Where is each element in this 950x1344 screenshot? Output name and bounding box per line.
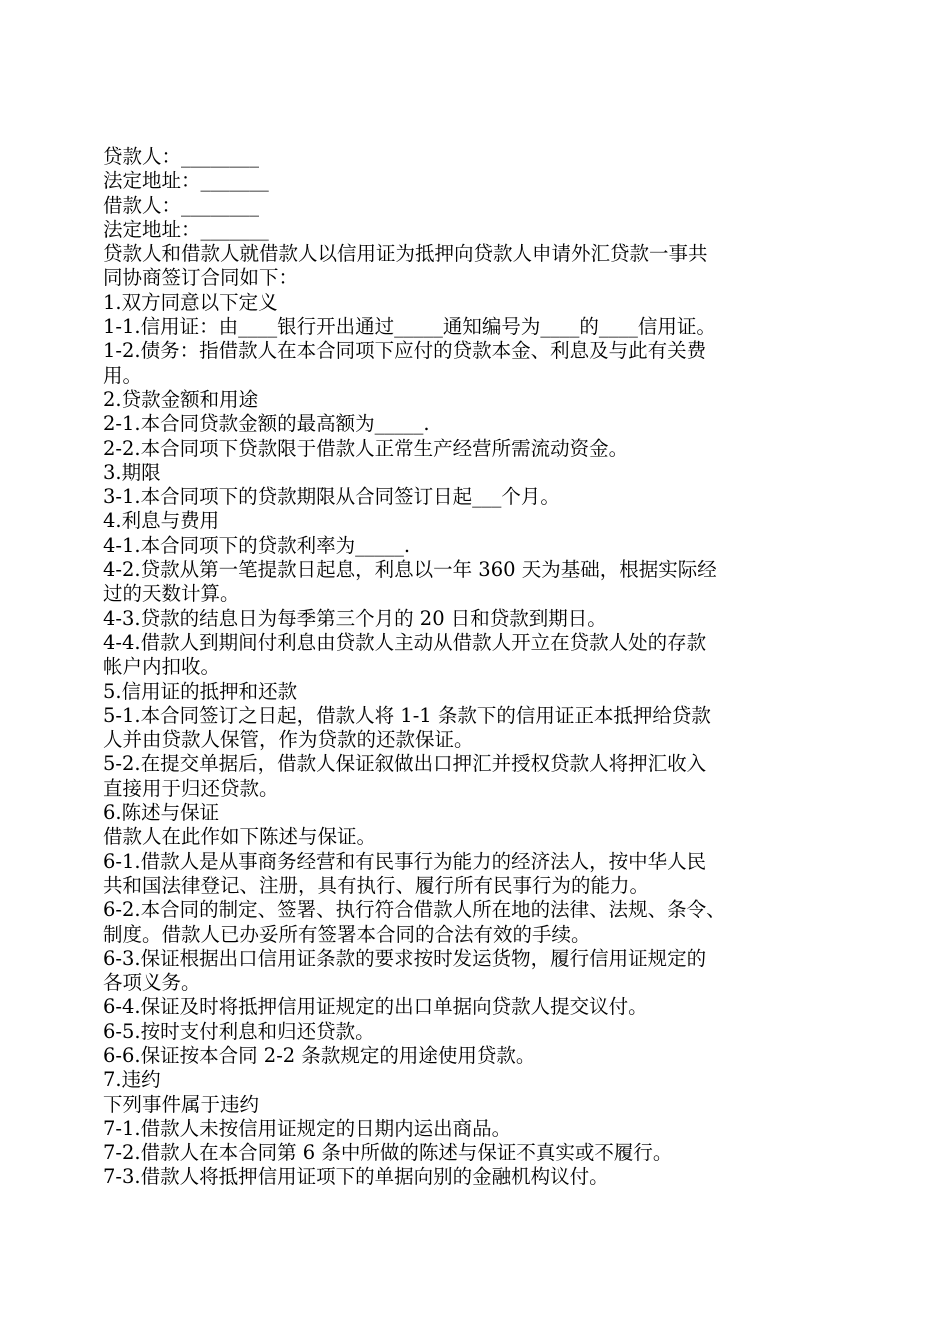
section-6-intro: 借款人在此作如下陈述与保证。 xyxy=(103,825,377,849)
section-heading-2: 2.贷款金额和用途 xyxy=(103,387,259,411)
document-body xyxy=(103,145,863,1190)
clause-6-6: 6-6.保证按本合同 2-2 条款规定的用途使用贷款。 xyxy=(103,1043,536,1067)
section-heading-1: 1.双方同意以下定义 xyxy=(103,290,278,314)
section-heading-6: 6.陈述与保证 xyxy=(103,801,220,825)
clause-2-2: 2-2.本合同项下贷款限于借款人正常生产经营所需流动资金。 xyxy=(103,436,629,460)
clause-6-2-line-1: 6-2.本合同的制定、签署、执行符合借款人所在地的法律、法规、条令、 xyxy=(103,898,726,922)
clause-5-2-line-1: 5-2.在提交单据后，借款人保证叙做出口押汇并授权贷款人将押汇收入 xyxy=(103,752,707,776)
clause-1-2-line-2: 用。 xyxy=(103,363,143,387)
lender-line: 贷款人：________ xyxy=(103,145,260,168)
clause-4-3: 4-3.贷款的结息日为每季第三个月的 20 日和贷款到期日。 xyxy=(103,606,607,630)
section-heading-7: 7.违约 xyxy=(103,1068,161,1092)
clause-6-1-line-1: 6-1.借款人是从事商务经营和有民事行为能力的经济法人，按中华人民 xyxy=(103,849,707,873)
clause-2-1: 2-1.本合同贷款金额的最高额为_____. xyxy=(103,412,430,436)
clause-4-4-line-2: 帐户内扣收。 xyxy=(103,655,221,679)
clause-6-3-line-1: 6-3.保证根据出口信用证条款的要求按时发运货物，履行信用证规定的 xyxy=(103,946,707,970)
borrower-address-line: 法定地址：_______ xyxy=(103,217,269,241)
clause-5-2-line-2: 直接用于归还贷款。 xyxy=(103,776,279,800)
clause-6-5: 6-5.按时支付利息和归还贷款。 xyxy=(103,1019,375,1043)
preamble-line-2: 同协商签订合同如下： xyxy=(103,266,299,290)
section-heading-5: 5.信用证的抵押和还款 xyxy=(103,679,298,703)
section-7-intro: 下列事件属于违约 xyxy=(103,1092,260,1116)
section-heading-3: 3.期限 xyxy=(103,460,161,484)
clause-4-2-line-1: 4-2.贷款从第一笔提款日起息，利息以一年 360 天为基础，根据实际经 xyxy=(103,558,717,582)
clause-1-2-line-1: 1-2.债务：指借款人在本合同项下应付的贷款本金、利息及与此有关费 xyxy=(103,339,707,363)
clause-7-2: 7-2.借款人在本合同第 6 条中所做的陈述与保证不真实或不履行。 xyxy=(103,1141,673,1165)
clause-6-3-line-2: 各项义务。 xyxy=(103,971,201,995)
preamble-line-1: 贷款人和借款人就借款人以信用证为抵押向贷款人申请外汇贷款一事共 xyxy=(103,242,708,266)
clause-4-4-line-1: 4-4.借款人到期间付利息由贷款人主动从借款人开立在贷款人处的存款 xyxy=(103,630,707,654)
clause-5-1-line-2: 人并由贷款人保管，作为贷款的还款保证。 xyxy=(103,728,474,752)
clause-5-1-line-1: 5-1.本合同签订之日起，借款人将 1-1 条款下的信用证正本抵押给贷款 xyxy=(103,703,711,727)
clause-7-1: 7-1.借款人未按信用证规定的日期内运出商品。 xyxy=(103,1116,512,1140)
borrower-line: 借款人：________ xyxy=(103,193,260,217)
clause-4-2-line-2: 过的天数计算。 xyxy=(103,582,240,606)
clause-4-1: 4-1.本合同项下的贷款利率为_____. xyxy=(103,533,411,557)
section-heading-4: 4.利息与费用 xyxy=(103,509,220,533)
clause-1-1: 1-1.信用证：由____银行开出通过_____通知编号为____的____信用证。 xyxy=(103,315,716,339)
clause-6-1-line-2: 共和国法律登记、注册，具有执行、履行所有民事行为的能力。 xyxy=(103,873,650,897)
clause-6-4: 6-4.保证及时将抵押信用证规定的出口单据向贷款人提交议付。 xyxy=(103,995,648,1019)
clause-3-1: 3-1.本合同项下的贷款期限从合同签订日起___个月。 xyxy=(103,485,560,509)
clause-7-3: 7-3.借款人将抵押信用证项下的单据向别的金融机构议付。 xyxy=(103,1165,609,1189)
lender-address-line: 法定地址：_______ xyxy=(103,169,269,193)
clause-6-2-line-2: 制度。借款人已办妥所有签署本合同的合法有效的手续。 xyxy=(103,922,591,946)
